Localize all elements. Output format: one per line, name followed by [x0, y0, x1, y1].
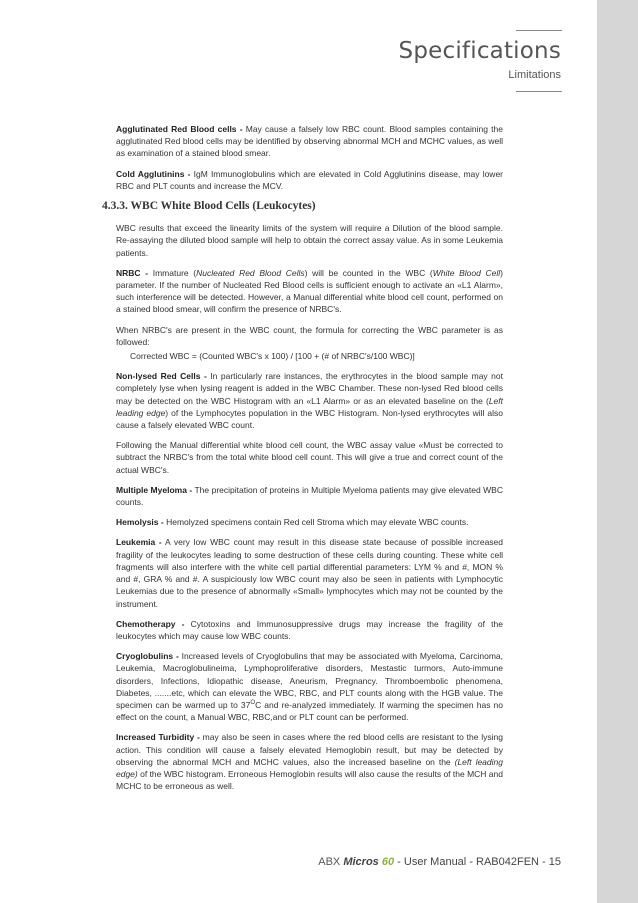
header-rule-bottom: [516, 91, 562, 92]
paragraph-intro: WBC results that exceed the linearity limits of the system will require a Dilution of the blood sample. Re-assaying the diluted blood sample will help to obtain the correct assay value. As in some Leukemia patients.: [116, 223, 503, 258]
paragraph-leukemia: Leukemia - A very low WBC count may result in this disease state because of possible increased fragility of the leukocytes leading to some destruction of these cells during counting. These white cell fragments will also interfere with the white cell partial differential parameters: LYM % and #, MON % and #, GRA % and #. A suspiciously low WBC count may also be seen in patients with Lymphocytic Leukemias due to the presence of abnormally «Small» lymphocytes which may not be counted by the instrument.: [116, 537, 503, 609]
paragraph-multiple-myeloma: Multiple Myeloma - The precipitation of proteins in Multiple Myeloma patients may give elevated WBC counts.: [116, 484, 503, 508]
paragraph-cold-agglutinins: Cold Agglutinins - IgM Immunoglobulins which are elevated in Cold Agglutinins disease, may lower RBC and PLT counts and increase the MCV.: [116, 168, 504, 191]
paragraph-chemotherapy: Chemotherapy - Cytotoxins and Immunosuppressive drugs may increase the fragility of the leukocytes which may cause low WBC counts.: [116, 618, 503, 641]
footer-manual-ref: - User Manual - RAB042FEN - 15: [394, 856, 561, 868]
header-rule-top: [516, 30, 562, 31]
paragraph-following: Following the Manual differential white blood cell count, the WBC assay value «Must be corrected to subtract the NRBC's from the total white blood cell count. This will give a true and correct count of the actual WBC's.: [116, 440, 503, 475]
footer-brand-model: 60: [381, 856, 395, 868]
paragraph-cryoglobulins: Cryoglobulins - Increased levels of Cryoglobulins that may be associated with Myeloma, Carcinoma, Leukemia, Macroglobulineima, Lymphoproliferative disorders, Mestastic turmors, Auto-immune disorders, Infections, Idiopathic disease, Aneurism, Pregnancy. Thromboembolic phenomena, Diabetes, .......etc, which can elevate the WBC, RBC, and PLT counts along with the HGB value. The specimen can be warmed up to $37^OC$ and re-analyzed immediately. If warming the specimen has no effect on the count, a Manual WBC, RBC,and or PLT count can be performed.: [116, 651, 503, 723]
paragraph-hemolysis: Hemolysis - Hemolyzed specimens contain Red cell Stroma which may elevate WBC counts.: [116, 517, 469, 528]
paragraph-nrbc: NRBC - Immature (Nucleated Red Blood Cells) will be counted in the WBC (White Blood Cell) parameter. If the number of Nucleated Red Blood cells is sufficient enough to activate an «L1 Alarm», such interference will be detected. However, a Manual differential white blood cell count, performed on a stained blood smear, will confirm the presence of NRBC's.: [116, 267, 504, 315]
paragraph-agglutinated: Agglutinated Red Blood cells - May cause a falsely low RBC count. Blood samples containing the agglutinated Red blood cells may be identified by observing abnormal MCH and MCHC values, as well as examination of a stained blood smear.: [116, 124, 503, 159]
paragraph-increased-turbidity: Increased Turbidity - may also be seen in cases where the red blood cells are resistant to the lysing action. This condition will cause a falsely elevated Hemoglobin result, but may be detected by observing the abnormal MCH and MCHC values, also the increased baseline on the (Left leading edge) of the WBC histogram. Erroneous Hemoglobin results will also cause the results of the MCH and MCHC to be erroneous as well.: [116, 732, 503, 792]
page-title: Specifications: [398, 38, 561, 64]
paragraph-non-lysed: Non-lysed Red Cells - In particularly rare instances, the erythrocytes in the blood sample may not completely lyse when lysing reagent is added in the WBC Chamber. These non-lysed Red blood cells may be detected on the WBC Histogram with an «L1 Alarm» or as an elevated baseline on the (Left leading edge) of the Lymphocytes population in the WBC Histogram. Non-lysed erythrocytes will also cause a falsely elevated WBC count.: [116, 371, 503, 431]
paragraph-when-nrbc: When NRBC's are present in the WBC count, the formula for correcting the WBC parameter is as followed:: [116, 324, 503, 347]
footer-brand-abx: ABX: [318, 856, 341, 868]
formula: Corrected WBC = (Counted WBC's x 100) / [100 + (# of NRBC's/100 WBC)]: [130, 351, 415, 362]
section-heading: 4.3.3. WBC White Blood Cells (Leukocytes): [102, 200, 316, 213]
page-body: [102, 123, 504, 800]
footer-brand-micros: Micros: [343, 856, 379, 868]
page-subtitle: Limitations: [508, 69, 561, 81]
side-margin-bar: [597, 0, 638, 903]
page-footer: [318, 856, 561, 868]
